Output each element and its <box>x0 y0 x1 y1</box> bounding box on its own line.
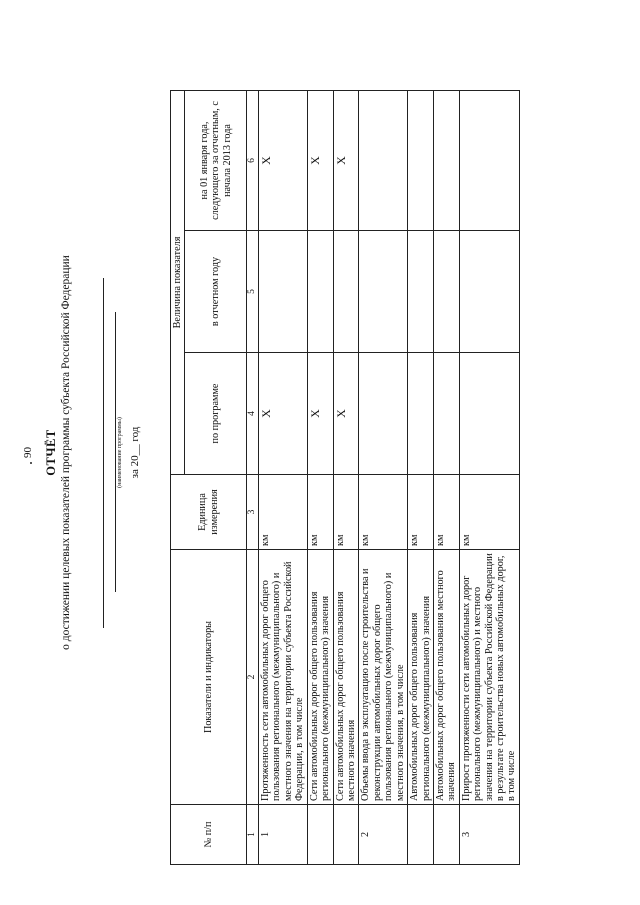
row-unit: км <box>259 475 308 550</box>
page-number: 90 <box>22 447 34 458</box>
program-name-caption: (наименование программы) <box>117 417 123 488</box>
row-number: 1 <box>259 805 308 865</box>
row-on-jan1 <box>459 91 519 231</box>
table-row <box>459 91 519 865</box>
row-by-program <box>408 353 434 475</box>
report-period: за 20__ год <box>129 426 141 479</box>
header-indicator: Показатели и индикаторы <box>171 550 247 805</box>
report-title: ОТЧЁТ <box>44 429 58 476</box>
row-by-program <box>459 353 519 475</box>
row-number <box>307 805 333 865</box>
row-on-jan1 <box>359 91 408 231</box>
column-number: 5 <box>247 231 259 353</box>
column-number: 6 <box>247 91 259 231</box>
row-indicator: Протяженность сети автомобильных дорог общего пользования регионального (межмуниципального) и местного значения на территории субъекта Российской Федерации, в том числе <box>259 550 308 805</box>
row-on-jan1 <box>433 91 459 231</box>
row-on-jan1 <box>408 91 434 231</box>
program-name-line <box>103 278 104 628</box>
row-number <box>433 805 459 865</box>
row-indicator: Объемы ввода в эксплуатацию после строительства и реконструкции автомобильных дорог общего пользования регионального (межмуниципального) и местного значения, в том числе <box>359 550 408 805</box>
column-number: 4 <box>247 353 259 475</box>
table-row <box>359 91 408 865</box>
row-number <box>333 805 359 865</box>
row-number: 2 <box>359 805 408 865</box>
column-number: 3 <box>247 475 259 550</box>
row-by-program <box>433 353 459 475</box>
table-row <box>408 91 434 865</box>
row-indicator: Прирост протяженности сети автомобильных дорог регионального (межмуниципального) и местного значения на территории субъекта Российской Федерации в результате строительства новых автомобильных дорог, в том числе <box>459 550 519 805</box>
row-in-report-year <box>333 231 359 353</box>
row-by-program: X <box>307 353 333 475</box>
row-by-program <box>359 353 408 475</box>
row-indicator: Автомобильных дорог общего пользования местного значения <box>433 550 459 805</box>
row-unit: км <box>359 475 408 550</box>
row-in-report-year <box>459 231 519 353</box>
row-in-report-year <box>408 231 434 353</box>
row-by-program: X <box>259 353 308 475</box>
row-unit: км <box>408 475 434 550</box>
row-unit: км <box>333 475 359 550</box>
table-row <box>433 91 459 865</box>
row-on-jan1: X <box>307 91 333 231</box>
column-number: 1 <box>247 805 259 865</box>
row-in-report-year <box>307 231 333 353</box>
row-unit: км <box>307 475 333 550</box>
indicators-table <box>170 90 520 865</box>
row-unit: км <box>459 475 519 550</box>
row-on-jan1: X <box>333 91 359 231</box>
row-by-program: X <box>333 353 359 475</box>
row-number: 3 <box>459 805 519 865</box>
row-indicator: Автомобильных дорог общего пользования регионального (межмуниципального) значения <box>408 550 434 805</box>
table-row <box>307 91 333 865</box>
row-number <box>408 805 434 865</box>
report-subtitle: о достижении целевых показателей программы субъекта Российской Федерации <box>60 255 72 650</box>
row-indicator: Сети автомобильных дорог общего пользования местного значения <box>333 550 359 805</box>
row-indicator: Сети автомобильных дорог общего пользования регионального (межмуниципального) значения <box>307 550 333 805</box>
header-on-jan1: на 01 января года, следующего за отчетным, с начала 2013 года <box>185 91 247 231</box>
row-on-jan1: X <box>259 91 308 231</box>
header-unit: Единица измерения <box>171 475 247 550</box>
program-name-line-2 <box>115 312 116 592</box>
header-number: № п/п <box>171 805 247 865</box>
row-in-report-year <box>433 231 459 353</box>
row-in-report-year <box>359 231 408 353</box>
row-in-report-year <box>259 231 308 353</box>
column-number: 2 <box>247 550 259 805</box>
table-row <box>333 91 359 865</box>
header-by-program: по программе <box>185 353 247 475</box>
header-value-group: Величина показателя <box>171 91 185 475</box>
column-numbers-row <box>247 91 259 865</box>
stray-dot <box>30 462 32 464</box>
table-row <box>259 91 308 865</box>
row-unit: км <box>433 475 459 550</box>
header-in-report-year: в отчетном году <box>185 231 247 353</box>
